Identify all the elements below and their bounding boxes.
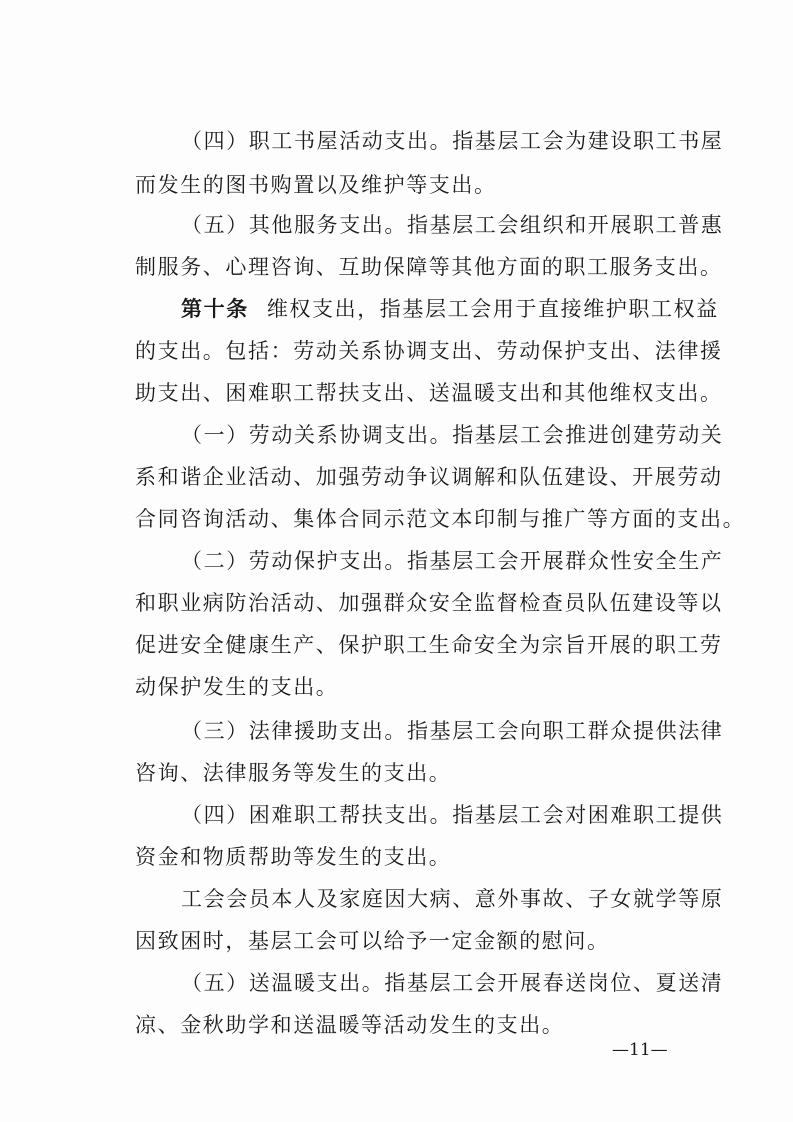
text-line-3: （五）其他服务支出。指基层工会组织和开展职工普惠 bbox=[181, 213, 724, 237]
text-line-16: 咨询、法律服务等发生的支出。 bbox=[135, 761, 452, 785]
page-number: —11— bbox=[612, 1040, 668, 1060]
text-line-11: （二）劳动保护支出。指基层工会开展群众性安全生产 bbox=[181, 549, 724, 573]
text-line-12: 和职业病防治活动、加强群众安全监督检查员队伍建设等以 bbox=[135, 591, 723, 615]
text-line-4: 制服务、心理咨询、互助保障等其他方面的职工服务支出。 bbox=[135, 255, 723, 279]
text-line-1: （四）职工书屋活动支出。指基层工会为建设职工书屋 bbox=[181, 129, 724, 153]
text-line-22: 凉、金秋助学和送温暖等活动发生的支出。 bbox=[135, 1013, 565, 1037]
text-line-19: 工会会员本人及家庭因大病、意外事故、子女就学等原 bbox=[181, 887, 724, 911]
text-line-21: （五）送温暖支出。指基层工会开展春送岗位、夏送清 bbox=[181, 971, 724, 995]
text-line-13: 促进安全健康生产、保护职工生命安全为宗旨开展的职工劳 bbox=[135, 633, 723, 657]
text-line-2: 而发生的图书购置以及维护等支出。 bbox=[135, 173, 497, 197]
text-line-9: 系和谐企业活动、加强劳动争议调解和队伍建设、开展劳动 bbox=[135, 465, 723, 489]
text-line-8: （一）劳动关系协调支出。指基层工会推进创建劳动关 bbox=[181, 423, 724, 447]
text-line-20: 因致困时，基层工会可以给予一定金额的慰问。 bbox=[135, 929, 610, 953]
text-line-17: （四）困难职工帮扶支出。指基层工会对困难职工提供 bbox=[181, 803, 724, 827]
article-ten-line bbox=[181, 296, 719, 322]
text-line-18: 资金和物质帮助等发生的支出。 bbox=[135, 845, 452, 869]
text-line-5: 维权支出，指基层工会用于直接维护职工权益 bbox=[266, 297, 719, 321]
text-line-14: 动保护发生的支出。 bbox=[135, 675, 339, 699]
text-line-7: 助支出、困难职工帮扶支出、送温暖支出和其他维权支出。 bbox=[135, 381, 723, 405]
text-line-6: 的支出。包括：劳动关系协调支出、劳动保护支出、法律援 bbox=[135, 339, 723, 363]
text-line-15: （三）法律援助支出。指基层工会向职工群众提供法律 bbox=[181, 719, 724, 743]
article-heading: 第十条 bbox=[181, 296, 249, 321]
text-line-10: 合同咨询活动、集体合同示范文本印制与推广等方面的支出。 bbox=[135, 507, 746, 531]
